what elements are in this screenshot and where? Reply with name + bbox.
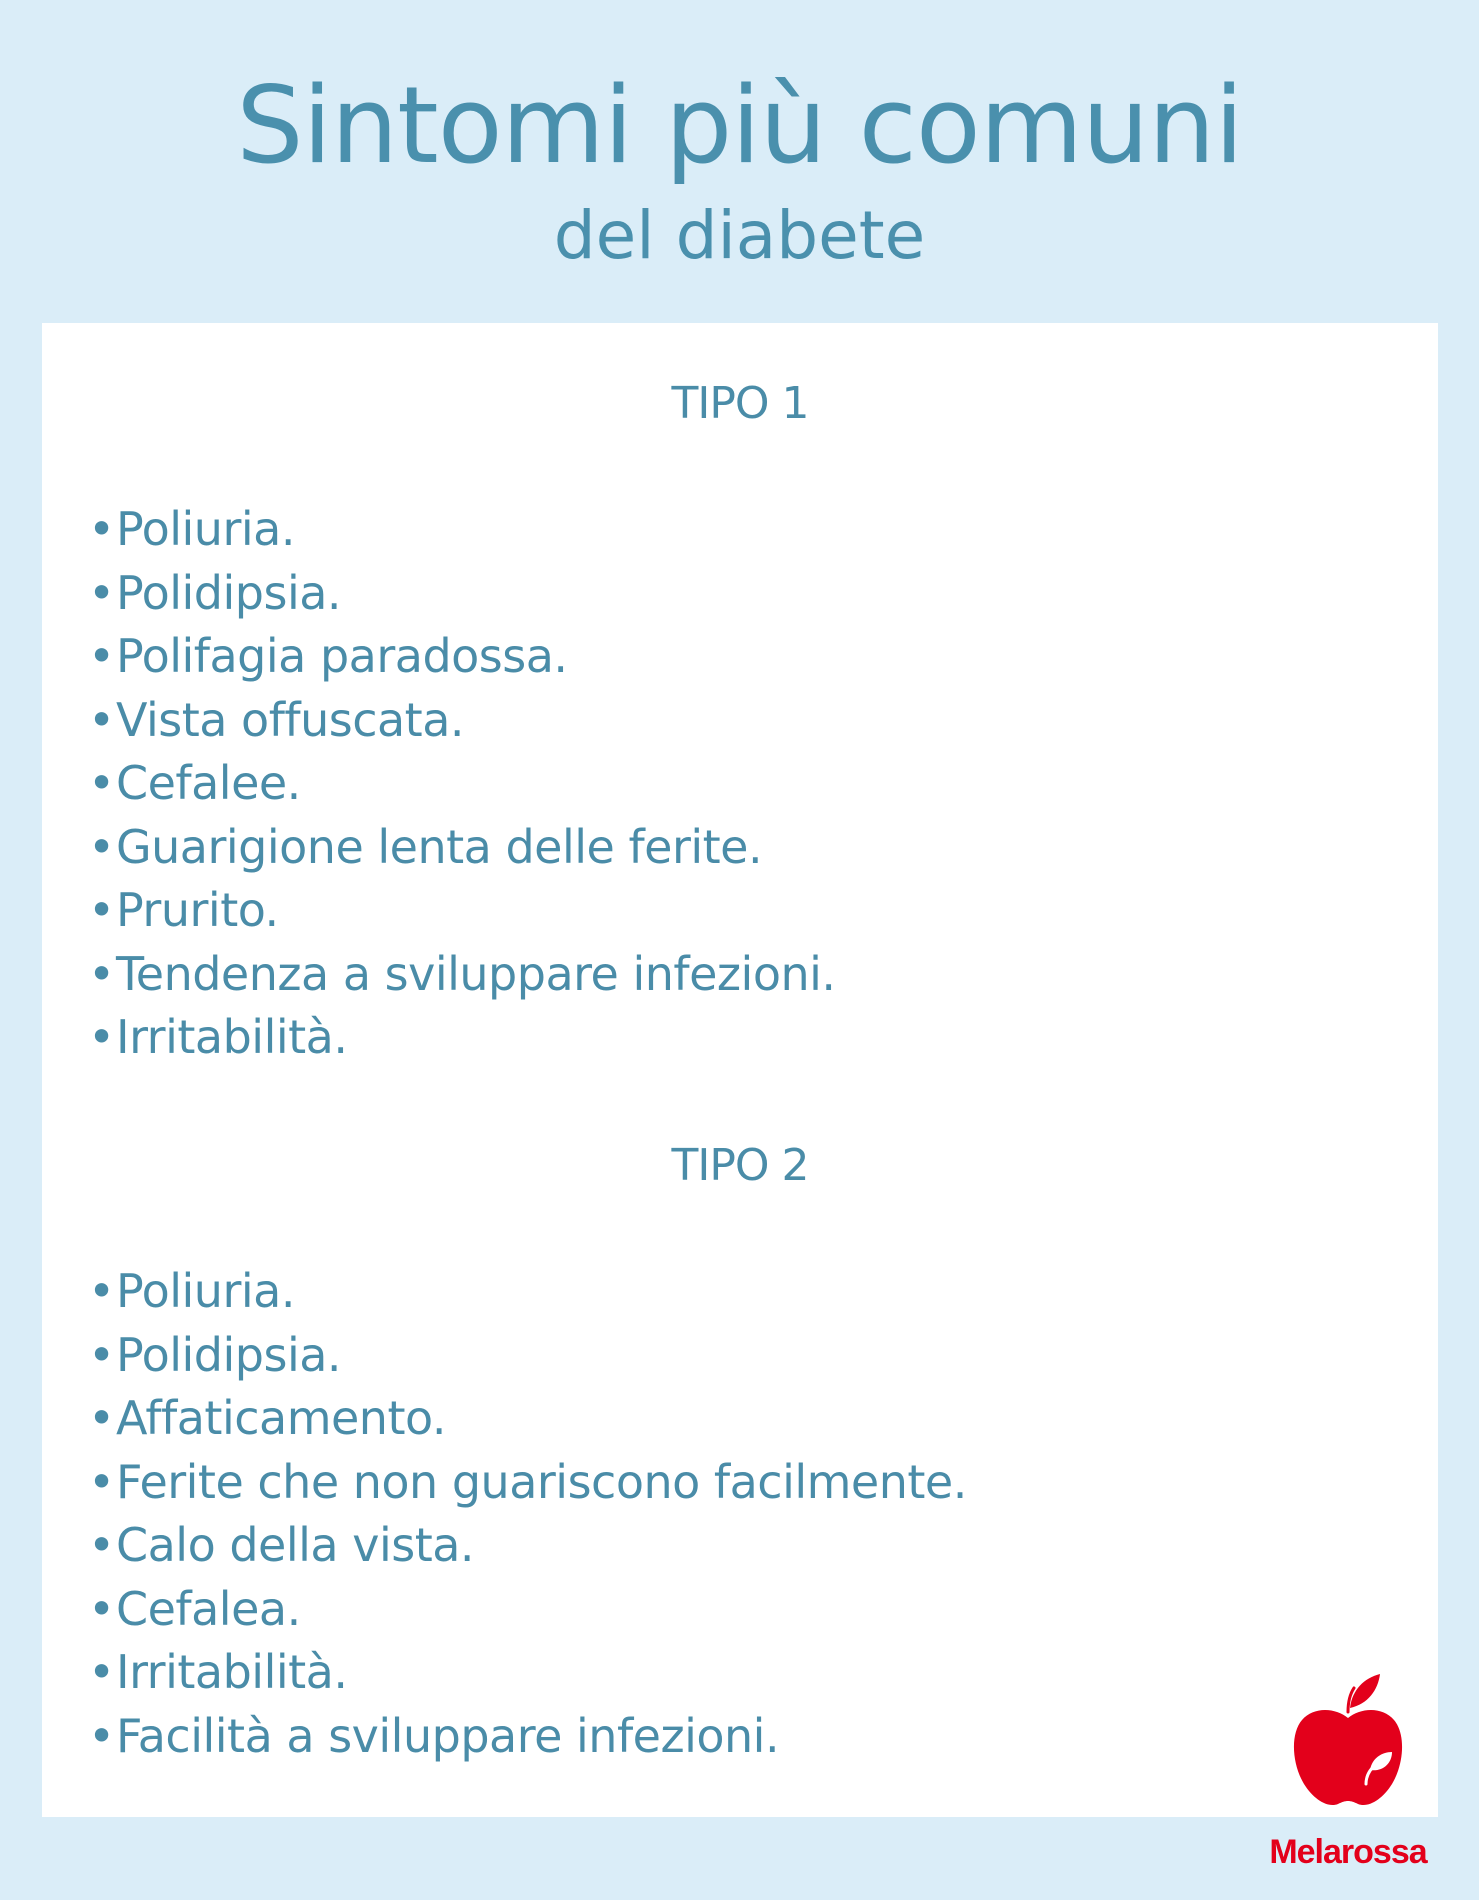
bullet-icon: • [88,1010,115,1064]
bullet-icon: • [88,946,115,1001]
brand-logo [1248,1672,1448,1887]
bullet-icon: • [88,1518,115,1572]
list-item-text: Vista offuscata. [116,692,465,747]
bullet-icon: • [88,502,115,556]
list-item-text: Cefalea. [116,1581,301,1636]
list-item [88,1324,967,1388]
list-item-text: Guarigione lenta delle ferite. [116,819,763,874]
bullet-icon: • [88,1327,115,1382]
bullet-icon: • [88,692,115,747]
list-item [88,943,836,1007]
list-item-text: Cefalee. [116,756,301,810]
list-item-text: Irritabilità. [116,1645,348,1699]
list-item [88,1387,967,1451]
bullet-icon: • [88,1708,115,1763]
bullet-icon: • [88,1391,115,1445]
list-item [88,1451,967,1515]
list-item-text: Polidipsia. [116,1327,342,1382]
list-item [88,1641,967,1705]
section-heading-tipo-2: TIPO 2 [671,1140,809,1191]
list-item-text: Prurito. [116,883,279,937]
symptom-list-tipo-1 [88,498,836,1070]
page-header [0,0,1479,320]
list-item-text: Poliuria. [116,1264,295,1318]
list-item-text: Poliuria. [116,502,295,556]
list-item-text: Calo della vista. [116,1518,475,1572]
bullet-icon: • [88,565,115,620]
page-subtitle: del diabete [553,197,926,274]
list-item-text: Polifagia paradossa. [116,629,568,683]
list-item [88,498,836,562]
list-item-text: Polidipsia. [116,565,342,620]
bullet-icon: • [88,1645,115,1699]
bullet-icon: • [88,819,115,874]
list-item [88,625,836,689]
list-item [88,689,836,753]
list-item-text: Ferite che non guariscono facilmente. [116,1454,967,1509]
list-item [88,1260,967,1324]
bullet-icon: • [88,1454,115,1509]
list-item-text: Affaticamento. [116,1391,446,1445]
bullet-icon: • [88,756,115,810]
bullet-icon: • [88,1264,115,1318]
list-item [88,816,836,880]
section-heading-tipo-1: TIPO 1 [671,378,809,429]
bullet-icon: • [88,883,115,937]
list-item-text: Tendenza a sviluppare infezioni. [116,946,836,1001]
list-item [88,1514,967,1578]
bullet-icon: • [88,629,115,683]
page-title: Sintomi più comuni [236,64,1243,187]
symptoms-card [42,323,1438,1817]
list-item [88,1578,967,1642]
symptom-list-tipo-2 [88,1260,967,1768]
list-item-text: Facilità a sviluppare infezioni. [116,1708,780,1763]
list-item [88,562,836,626]
list-item-text: Irritabilità. [116,1010,348,1064]
brand-name: Melarossa [1269,1833,1427,1871]
bullet-icon: • [88,1581,115,1636]
list-item [88,1705,967,1769]
list-item [88,1006,836,1070]
list-item [88,879,836,943]
list-item [88,752,836,816]
apple-icon [1292,1672,1404,1812]
